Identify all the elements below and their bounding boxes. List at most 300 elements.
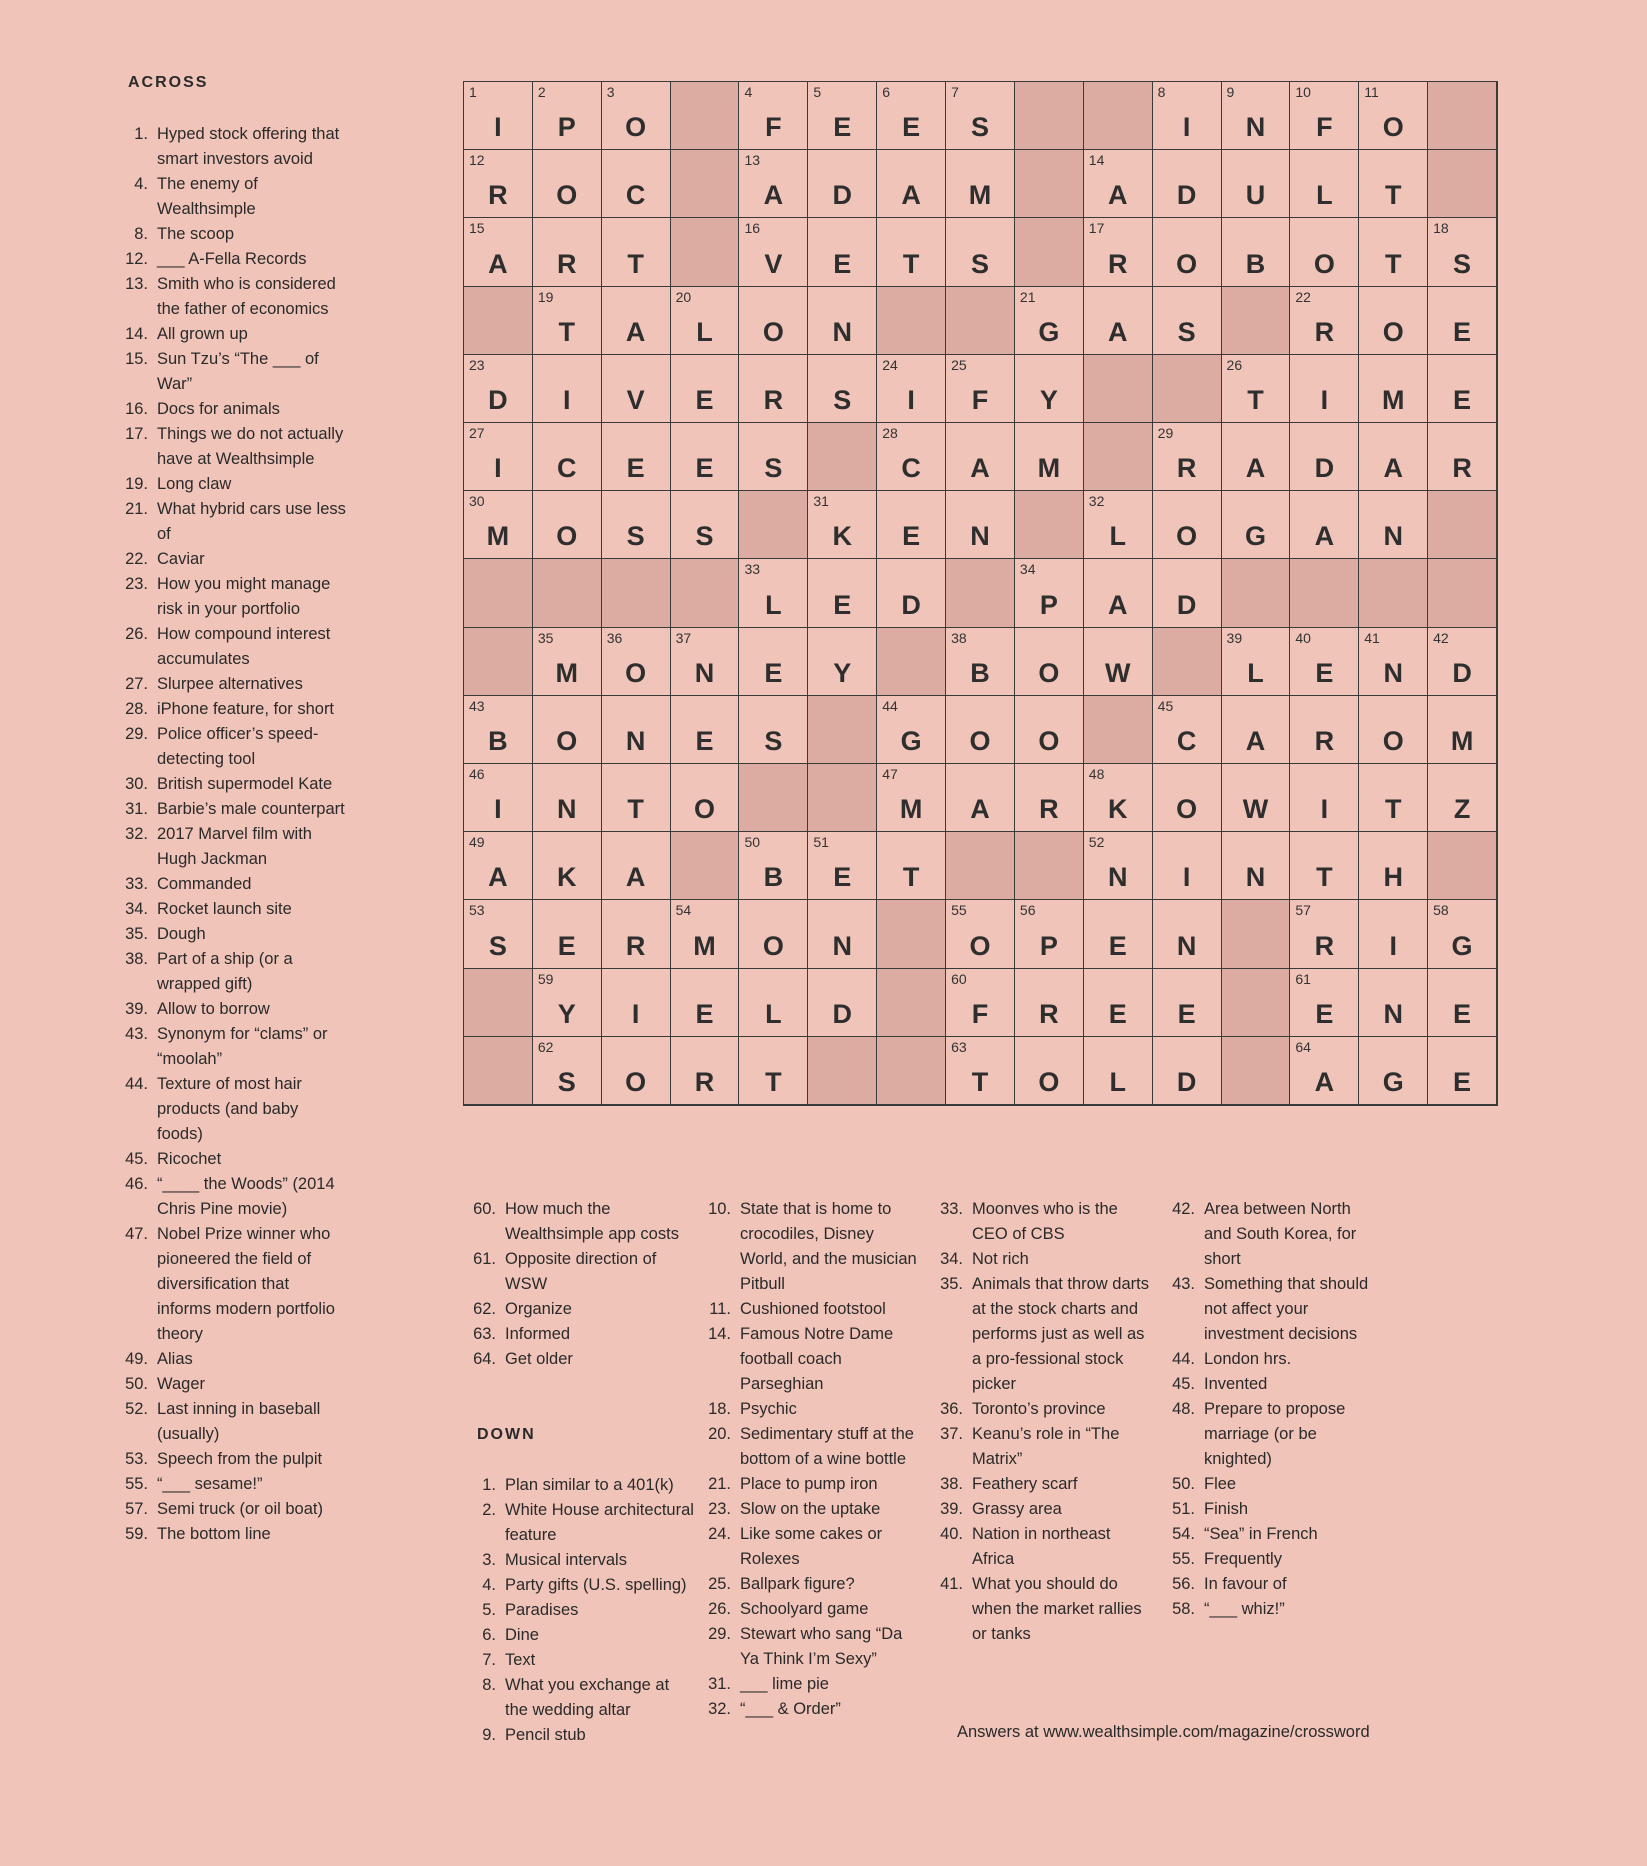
clue — [117, 772, 347, 797]
cell-number: 62 — [537, 1038, 554, 1055]
cell-letter: V — [764, 248, 783, 279]
clue — [117, 697, 347, 722]
grid-cell — [1222, 491, 1291, 559]
cell-letter: T — [1316, 862, 1333, 893]
cell-number: 60 — [951, 970, 967, 987]
grid-cell — [533, 900, 602, 968]
grid-cell — [946, 355, 1015, 423]
clue-number: 55. — [1172, 1550, 1195, 1568]
cell-letter: T — [1384, 248, 1402, 279]
clue-number: 24. — [708, 1525, 731, 1543]
cell-letter: N — [1383, 657, 1403, 688]
cell-number: 23 — [469, 356, 485, 373]
cell-letter: R — [1039, 794, 1059, 825]
cell-letter: B — [1245, 248, 1266, 279]
grid-cell — [671, 900, 740, 968]
grid-cell — [739, 355, 808, 423]
clue-number: 32. — [708, 1700, 731, 1718]
grid-block — [808, 696, 877, 764]
grid-cell — [671, 355, 740, 423]
clue-text: Opposite direction of WSW — [505, 1250, 657, 1293]
clue — [117, 797, 347, 822]
grid-cell — [739, 559, 808, 627]
grid-cell — [808, 150, 877, 218]
clue — [117, 122, 347, 172]
cell-number: 64 — [1295, 1038, 1311, 1055]
clue-text: All grown up — [157, 325, 248, 343]
grid-cell — [1222, 150, 1291, 218]
cell-letter: L — [765, 998, 782, 1029]
grid-cell — [602, 287, 671, 355]
clue-text: In favour of — [1204, 1575, 1287, 1593]
clue-number: 38. — [125, 950, 148, 968]
grid-cell — [877, 82, 946, 150]
clue-text: Sun Tzu’s “The ___ of War” — [157, 350, 319, 393]
grid-cell — [1015, 696, 1084, 764]
clue-number: 63. — [473, 1325, 496, 1343]
clue-number: 17. — [125, 425, 148, 443]
cell-letter: M — [1381, 384, 1405, 415]
clue-text: Things we do not actually have at Wealthsimple — [157, 425, 344, 468]
grid-cell — [877, 150, 946, 218]
cell-number: 40 — [1295, 629, 1311, 646]
cell-letter: T — [1247, 384, 1264, 415]
grid-block — [1153, 355, 1222, 423]
clue-text: Keanu’s role in “The Matrix” — [972, 1425, 1120, 1468]
clue — [932, 1572, 1154, 1647]
clue — [117, 1222, 347, 1347]
cell-letter: R — [1039, 998, 1059, 1029]
cell-letter: I — [1182, 112, 1191, 143]
cell-letter: R — [1314, 930, 1335, 961]
cell-letter: O — [625, 1066, 647, 1097]
grid-cell — [1359, 900, 1428, 968]
grid-cell — [1153, 491, 1222, 559]
cell-number: 39 — [1226, 629, 1243, 646]
grid-cell — [602, 82, 671, 150]
clue-number: 35. — [125, 925, 148, 943]
grid-block — [877, 628, 946, 696]
cell-letter: A — [1107, 589, 1128, 620]
grid-cell — [739, 287, 808, 355]
clue-number: 34. — [125, 900, 148, 918]
grid-cell — [877, 832, 946, 900]
clue-text: Allow to borrow — [157, 1000, 270, 1018]
clue-text: Schoolyard game — [740, 1600, 869, 1618]
cell-number: 22 — [1295, 288, 1311, 305]
clue-text: Sedimentary stuff at the bottom of a wine bottle — [740, 1425, 914, 1468]
clue-text: Police officer’s speed-detecting tool — [157, 725, 319, 768]
cell-number: 37 — [675, 629, 692, 646]
clue-text: Barbie’s male counterpart — [157, 800, 345, 818]
clue-number: 4. — [482, 1576, 496, 1594]
clue — [700, 1197, 918, 1297]
cell-letter: F — [971, 998, 989, 1029]
grid-cell — [1290, 832, 1359, 900]
cell-letter: Y — [1039, 384, 1058, 415]
cell-letter: K — [832, 521, 852, 552]
cell-number: 45 — [1157, 697, 1174, 714]
clue-text: Like some cakes or Rolexes — [740, 1525, 883, 1568]
cell-letter: D — [901, 589, 921, 620]
cell-letter: O — [1038, 1066, 1060, 1097]
grid-cell — [671, 696, 740, 764]
cell-letter: I — [1320, 794, 1329, 825]
cell-letter: N — [625, 725, 646, 756]
grid-cell — [533, 423, 602, 491]
cell-letter: R — [1314, 725, 1335, 756]
cell-number: 50 — [744, 834, 761, 851]
grid-cell — [1153, 764, 1222, 832]
cell-number: 28 — [882, 424, 898, 441]
grid-cell — [1290, 628, 1359, 696]
cell-letter: A — [1245, 453, 1266, 484]
clue-number: 2. — [482, 1501, 496, 1519]
cell-letter: R — [763, 384, 784, 415]
grid-cell — [1359, 218, 1428, 286]
grid-cell — [1359, 423, 1428, 491]
cell-letter: L — [696, 316, 713, 347]
grid-cell — [602, 764, 671, 832]
cell-letter: N — [694, 657, 715, 688]
grid-block — [739, 491, 808, 559]
cell-number: 56 — [1019, 902, 1036, 919]
cell-number: 26 — [1226, 356, 1243, 373]
grid-cell — [1015, 559, 1084, 627]
grid-cell — [739, 832, 808, 900]
cell-letter: O — [1382, 112, 1404, 143]
cell-letter: B — [763, 862, 784, 893]
clue-number: 47. — [125, 1225, 148, 1243]
grid-cell — [1290, 900, 1359, 968]
grid-cell — [1084, 969, 1153, 1037]
clue-text: How much the Wealthsimple app costs — [505, 1200, 679, 1243]
clue — [1164, 1197, 1382, 1272]
clue-text: Stewart who sang “Da Ya Think I’m Sexy” — [740, 1625, 903, 1668]
clue-text: Wager — [157, 1375, 205, 1393]
cell-letter: A — [1107, 316, 1128, 347]
grid-cell — [1084, 491, 1153, 559]
clue — [465, 1498, 695, 1548]
cell-letter: O — [1382, 316, 1404, 347]
cell-letter: N — [1383, 521, 1403, 552]
grid-cell — [1290, 82, 1359, 150]
grid-cell — [739, 696, 808, 764]
cell-letter: S — [1177, 316, 1196, 347]
clue-text: Alias — [157, 1350, 193, 1368]
clue-number: 19. — [125, 475, 148, 493]
cell-letter: T — [627, 794, 644, 825]
clue-text: Last inning in baseball (usually) — [157, 1400, 321, 1443]
grid-cell — [1015, 628, 1084, 696]
cell-number: 30 — [469, 493, 485, 510]
clue-number: 50. — [1172, 1475, 1195, 1493]
clue — [117, 422, 347, 472]
grid-cell — [877, 696, 946, 764]
cell-letter: R — [1452, 453, 1472, 484]
grid-block — [877, 287, 946, 355]
cell-letter: E — [626, 453, 645, 484]
cell-letter: O — [556, 180, 578, 211]
cell-letter: A — [488, 862, 508, 893]
clue-text: Semi truck (or oil boat) — [157, 1500, 323, 1518]
grid-cell — [671, 423, 740, 491]
cell-letter: G — [1244, 521, 1266, 552]
cell-letter: N — [1245, 112, 1266, 143]
cell-number: 4 — [744, 84, 753, 100]
cell-letter: E — [1108, 930, 1127, 961]
cell-letter: E — [1453, 316, 1472, 347]
grid-cell — [671, 628, 740, 696]
grid-block — [602, 559, 671, 627]
cell-letter: A — [901, 180, 921, 211]
cell-number: 46 — [469, 765, 485, 782]
cell-number: 5 — [813, 84, 822, 100]
clue-text: 2017 Marvel film with Hugh Jackman — [157, 825, 312, 868]
grid-cell — [739, 628, 808, 696]
cell-letter: E — [764, 657, 783, 688]
cell-letter: P — [1039, 589, 1058, 620]
clue — [117, 872, 347, 897]
clue — [117, 172, 347, 222]
cell-letter: I — [494, 453, 502, 484]
grid-cell — [1290, 218, 1359, 286]
clue-number: 48. — [1172, 1400, 1195, 1418]
grid-cell — [533, 287, 602, 355]
clue-text: iPhone feature, for short — [157, 700, 335, 718]
cell-letter: N — [832, 930, 852, 961]
cell-letter: M — [899, 794, 923, 825]
clue — [117, 497, 347, 547]
cell-letter: D — [1314, 453, 1335, 484]
cell-number: 16 — [744, 220, 761, 237]
cell-letter: E — [1177, 998, 1196, 1029]
clue-text: White House architectural feature — [505, 1501, 694, 1544]
clue-number: 14. — [708, 1325, 731, 1343]
clue-text: Frequently — [1204, 1550, 1282, 1568]
clue-number: 39. — [940, 1500, 963, 1518]
cell-number: 43 — [469, 697, 485, 714]
cell-letter: F — [765, 112, 782, 143]
cell-letter: D — [832, 180, 852, 211]
clue — [465, 1673, 695, 1723]
cell-number: 19 — [537, 288, 554, 305]
clue-number: 31. — [708, 1675, 731, 1693]
grid-cell — [877, 423, 946, 491]
clue-text: Hyped stock offering that smart investors avoid — [157, 125, 340, 168]
grid-cell — [877, 764, 946, 832]
clue — [700, 1472, 918, 1497]
clue — [1164, 1272, 1382, 1347]
cell-letter: O — [1176, 248, 1198, 279]
down-clues-col3 — [700, 1197, 918, 1722]
grid-block — [1359, 559, 1428, 627]
clue-number: 51. — [1172, 1500, 1195, 1518]
cell-number: 8 — [1157, 84, 1166, 100]
clue-text: Something that should not affect your investment decisions — [1204, 1275, 1369, 1343]
grid-cell — [1015, 764, 1084, 832]
cell-number: 34 — [1019, 561, 1036, 578]
clue-text: Famous Notre Dame football coach Parseghian — [740, 1325, 894, 1393]
cell-letter: K — [1107, 794, 1128, 825]
grid-block — [1222, 287, 1291, 355]
cell-letter: O — [625, 657, 647, 688]
clue-number: 22. — [125, 550, 148, 568]
down-heading: DOWN — [477, 1426, 536, 1443]
clue-number: 49. — [125, 1350, 148, 1368]
grid-cell — [602, 1037, 671, 1105]
cell-letter: E — [902, 521, 921, 552]
cell-number: 59 — [537, 970, 554, 987]
grid-cell — [1015, 1037, 1084, 1105]
grid-cell — [1290, 1037, 1359, 1105]
grid-cell — [1015, 423, 1084, 491]
grid-cell — [1428, 287, 1497, 355]
clue — [932, 1272, 1154, 1397]
grid-block — [464, 287, 533, 355]
grid-block — [464, 1037, 533, 1105]
grid-block — [1084, 696, 1153, 764]
grid-block — [671, 150, 740, 218]
grid-cell — [1153, 969, 1222, 1037]
cell-letter: N — [1245, 862, 1266, 893]
clue-number: 56. — [1172, 1575, 1195, 1593]
clue — [1164, 1347, 1382, 1372]
cell-number: 11 — [1364, 84, 1379, 100]
cell-letter: E — [695, 725, 714, 756]
grid-block — [1084, 423, 1153, 491]
clue — [700, 1497, 918, 1522]
clue — [117, 1347, 347, 1372]
cell-letter: C — [1176, 725, 1197, 756]
clue-text: The enemy of Wealthsimple — [157, 175, 258, 218]
cell-letter: E — [1315, 657, 1334, 688]
grid-cell — [808, 832, 877, 900]
clue-number: 8. — [482, 1676, 496, 1694]
clue-number: 18. — [708, 1400, 731, 1418]
cell-letter: A — [625, 862, 646, 893]
down-clues-col4 — [932, 1197, 1154, 1647]
grid-cell — [533, 696, 602, 764]
clue-text: Smith who is considered the father of economics — [157, 275, 336, 318]
grid-cell — [1084, 150, 1153, 218]
grid-block — [464, 559, 533, 627]
cell-letter: T — [765, 1066, 782, 1097]
grid-cell — [671, 287, 740, 355]
cell-number: 25 — [951, 356, 967, 373]
grid-cell — [1359, 287, 1428, 355]
grid-block — [1015, 491, 1084, 559]
clue — [1164, 1522, 1382, 1547]
clue — [932, 1197, 1154, 1247]
clue — [117, 722, 347, 772]
clue — [465, 1473, 695, 1498]
clue-number: 20. — [708, 1425, 731, 1443]
clue — [117, 547, 347, 572]
clue — [932, 1472, 1154, 1497]
grid-cell — [464, 82, 533, 150]
cell-letter: O — [1176, 794, 1198, 825]
cell-letter: M — [1450, 725, 1474, 756]
grid-block — [1428, 82, 1497, 150]
cell-letter: E — [1108, 998, 1127, 1029]
clue-number: 58. — [1172, 1600, 1195, 1618]
clue — [700, 1572, 918, 1597]
grid-cell — [1153, 832, 1222, 900]
grid-cell — [1290, 696, 1359, 764]
answers-note[interactable]: Answers at www.wealthsimple.com/magazine/crossword — [957, 1723, 1370, 1741]
grid-block — [1428, 150, 1497, 218]
grid-block — [877, 900, 946, 968]
grid-cell — [533, 764, 602, 832]
grid-cell — [464, 150, 533, 218]
clue-number: 43. — [1172, 1275, 1195, 1293]
cell-letter: O — [1038, 725, 1060, 756]
clue-number: 6. — [482, 1626, 496, 1644]
cell-letter: O — [694, 794, 716, 825]
cell-letter: E — [833, 862, 852, 893]
grid-block — [1084, 82, 1153, 150]
cell-number: 61 — [1295, 970, 1311, 987]
cell-letter: R — [1314, 316, 1335, 347]
grid-cell — [464, 900, 533, 968]
grid-cell — [1359, 150, 1428, 218]
clue-text: Get older — [505, 1350, 573, 1368]
cell-number: 12 — [469, 152, 485, 169]
clue-number: 12. — [125, 250, 148, 268]
grid-cell — [1428, 423, 1497, 491]
grid-cell — [602, 900, 671, 968]
grid-cell — [808, 628, 877, 696]
grid-block — [1290, 559, 1359, 627]
grid-cell — [1359, 1037, 1428, 1105]
cell-letter: W — [1242, 794, 1269, 825]
grid-cell — [808, 82, 877, 150]
clue-number: 52. — [125, 1400, 148, 1418]
cell-letter: A — [1314, 521, 1335, 552]
clue-number: 60. — [473, 1200, 496, 1218]
clue-number: 35. — [940, 1275, 963, 1293]
cell-letter: B — [488, 725, 508, 756]
clue-text: London hrs. — [1204, 1350, 1292, 1368]
clue-text: Informed — [505, 1325, 571, 1343]
clue — [700, 1672, 918, 1697]
clue — [117, 947, 347, 997]
clue — [117, 997, 347, 1022]
clue-text: Flee — [1204, 1475, 1237, 1493]
clue — [117, 1072, 347, 1147]
clue-number: 13. — [125, 275, 148, 293]
clue-text: How compound interest accumulates — [157, 625, 331, 668]
cell-letter: E — [1453, 998, 1472, 1029]
clue — [1164, 1597, 1382, 1622]
cell-number: 15 — [469, 220, 485, 237]
clue-number: 7. — [482, 1651, 496, 1669]
clue — [117, 247, 347, 272]
cell-letter: F — [1316, 112, 1333, 143]
clue — [117, 897, 347, 922]
grid-cell — [1428, 969, 1497, 1037]
cell-letter: I — [563, 384, 571, 415]
clue — [117, 822, 347, 872]
clue — [117, 1497, 347, 1522]
grid-cell — [1153, 82, 1222, 150]
grid-block — [671, 218, 740, 286]
clue-text: Long claw — [157, 475, 232, 493]
grid-cell — [1290, 491, 1359, 559]
grid-block — [808, 1037, 877, 1105]
grid-cell — [1359, 832, 1428, 900]
